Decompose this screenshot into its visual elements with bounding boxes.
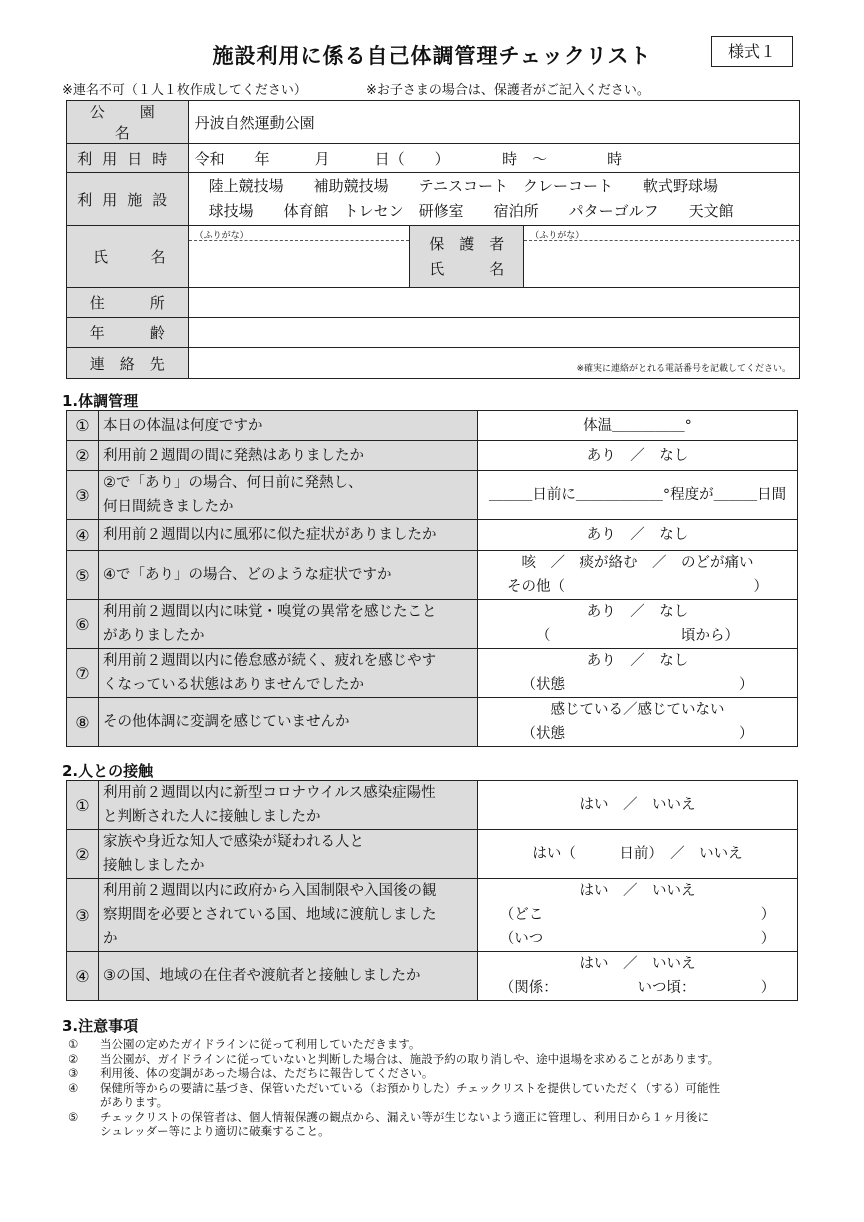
guardian-name-field[interactable]	[524, 226, 800, 288]
question-number: ③	[67, 879, 99, 952]
name-label-a: 氏	[93, 248, 109, 266]
note-text: 利用後、体の変調があった場合は、ただちに報告してください。	[100, 1066, 434, 1080]
question-text: ④で「あり」の場合、どのような症状ですか	[98, 551, 477, 600]
question-text: 利用前２週間以内に政府から入国制限や入国後の観 察期間を必要とされている国、地域に渡航しました か	[98, 879, 477, 952]
furigana-label: （ふりがな）	[194, 231, 249, 241]
guardian-label	[410, 226, 524, 288]
note-item	[68, 1052, 720, 1067]
health-row	[67, 649, 798, 698]
answer-options[interactable]: ＿＿＿日前に＿＿＿＿＿＿°程度が＿＿＿日間	[488, 487, 787, 503]
health-row	[67, 520, 798, 551]
answer-cell[interactable]	[478, 411, 798, 441]
contact-label: 連 絡 先	[67, 348, 189, 379]
answer-cell[interactable]	[478, 879, 798, 952]
answer-detail[interactable]: （状態 ）	[521, 726, 754, 742]
contact-row	[67, 781, 798, 830]
contact-field[interactable]	[188, 348, 799, 379]
contact-note: ※確実に連絡がとれる電話番号を記載してください。	[576, 364, 791, 374]
question-text: その他体調に変調を感じていませんか	[98, 698, 477, 747]
age-field[interactable]	[188, 318, 799, 348]
answer-cell[interactable]	[478, 441, 798, 471]
note-number: ④	[68, 1080, 79, 1095]
guardian-label-2: 氏 名	[429, 259, 505, 278]
answer-options[interactable]: あり ／ なし	[586, 527, 689, 543]
date-field[interactable]: 令和 年 月 日（ ） 時 ～ 時	[188, 144, 799, 173]
section1-heading: 1.体調管理	[62, 392, 139, 410]
guardian-furigana-label: （ふりがな）	[530, 231, 585, 241]
park-label: 公 園 名	[67, 101, 189, 144]
facility-line-1[interactable]: 陸上競技場 補助競技場 テニスコート クレーコート 軟式野球場	[208, 177, 718, 195]
health-table	[66, 410, 798, 747]
answer-cell[interactable]	[478, 551, 798, 600]
question-number: ①	[67, 781, 99, 830]
answer-options[interactable]: はい（ 日前） ／ いいえ	[532, 846, 743, 862]
answer-detail[interactable]: （ 頃から）	[536, 628, 740, 644]
answer-cell[interactable]	[478, 471, 798, 520]
answer-options[interactable]: あり ／ なし	[586, 604, 689, 620]
health-row	[67, 411, 798, 441]
guardian-label-1: 保 護 者	[429, 234, 505, 253]
answer-cell[interactable]	[478, 781, 798, 830]
form-number: 様式１	[711, 36, 793, 67]
note-item	[68, 1037, 720, 1052]
answer-options[interactable]: 咳 ／ 痰が絡む ／ のどが痛い	[521, 555, 754, 571]
note-number: ①	[68, 1037, 79, 1051]
question-text: ②で「あり」の場合、何日前に発熱し、 何日間続きましたか	[98, 471, 477, 520]
address-label: 住 所	[67, 288, 189, 318]
health-row	[67, 441, 798, 471]
question-text: 利用前２週間以内に新型コロナウイルス感染症陽性 と判断された人に接触しましたか	[98, 781, 477, 830]
question-text: 本日の体温は何度ですか	[98, 411, 477, 441]
answer-options[interactable]: あり ／ なし	[586, 447, 689, 464]
health-row	[67, 551, 798, 600]
contact-row	[67, 879, 798, 952]
facility-options[interactable]	[188, 173, 799, 226]
question-number: ⑧	[67, 698, 99, 747]
answer-options[interactable]: 体温＿＿＿＿＿°	[583, 417, 692, 434]
answer-detail[interactable]: （関係： いつ頃： ）	[499, 980, 776, 996]
health-row	[67, 600, 798, 649]
note-text: 保健所等からの要請に基づき、保管いただいている（お預かりした）チェックリストを提供していただく（する）可能性 があります。	[100, 1080, 720, 1109]
section3-heading: 3.注意事項	[62, 1017, 139, 1035]
answer-options[interactable]: 感じている／感じていない	[550, 702, 725, 718]
question-text: 利用前２週間の間に発熱はありましたか	[98, 441, 477, 471]
note-item	[68, 1081, 720, 1110]
note-item	[68, 1110, 720, 1139]
question-text: 利用前２週間以内に風邪に似た症状がありましたか	[98, 520, 477, 551]
contact-row	[67, 952, 798, 1001]
facility-label: 利用施設	[67, 173, 189, 226]
question-text: ③の国、地域の在住者や渡航者と接触しましたか	[98, 952, 477, 1001]
age-label: 年 齢	[67, 318, 189, 348]
answer-options[interactable]: はい ／ いいえ	[579, 956, 696, 972]
answer-options[interactable]: はい ／ いいえ	[579, 797, 696, 813]
name-label	[67, 226, 189, 288]
info-table	[66, 100, 800, 379]
park-name: 丹波自然運動公園	[188, 101, 799, 144]
question-number: ②	[67, 830, 99, 879]
note-number: ②	[68, 1051, 79, 1066]
answer-options[interactable]: はい ／ いいえ	[579, 883, 696, 899]
date-label: 利用日時	[67, 144, 189, 173]
name-field[interactable]	[188, 226, 410, 288]
note-text: 当公園の定めたガイドラインに従って利用していただきます。	[100, 1037, 421, 1051]
answer-cell[interactable]	[478, 520, 798, 551]
question-number: ⑤	[67, 551, 99, 600]
question-number: ①	[67, 411, 99, 441]
question-number: ⑥	[67, 600, 99, 649]
health-row	[67, 471, 798, 520]
answer-cell[interactable]	[478, 698, 798, 747]
question-number: ②	[67, 441, 99, 471]
note-guardian: ※お子さまの場合は、保護者がご記入ください。	[366, 83, 650, 98]
question-text: 利用前２週間以内に味覚・嗅覚の異常を感じたこと がありましたか	[98, 600, 477, 649]
question-text: 利用前２週間以内に倦怠感が続く、疲れを感じやす くなっている状態はありませんでしたか	[98, 649, 477, 698]
answer-options[interactable]: あり ／ なし	[586, 653, 689, 669]
question-number: ⑦	[67, 649, 99, 698]
note-text: 当公園が、ガイドラインに従っていないと判断した場合は、施設予約の取り消しや、途中退場を求めることがあります。	[100, 1051, 720, 1066]
answer-detail[interactable]: その他（ ）	[507, 579, 769, 595]
answer-detail[interactable]: （いつ ）	[499, 931, 776, 947]
answer-cell[interactable]	[478, 952, 798, 1001]
note-number: ⑤	[68, 1109, 79, 1124]
page-title: 施設利用に係る自己体調管理チェックリスト	[212, 44, 652, 68]
answer-cell[interactable]	[478, 830, 798, 879]
note-single-person: ※連名不可（１人１枚作成してください）	[62, 83, 307, 98]
note-number: ③	[68, 1066, 79, 1080]
note-text: チェックリストの保管者は、個人情報保護の観点から、漏えい等が生じないよう適正に管理し、利用日から１ヶ月後に シュレッダー等により適切に破棄すること。	[100, 1109, 709, 1138]
question-number: ④	[67, 520, 99, 551]
answer-detail[interactable]: （どこ ）	[499, 907, 776, 923]
answer-cell[interactable]	[478, 649, 798, 698]
note-item	[68, 1066, 720, 1081]
contact-history-table	[66, 780, 798, 1001]
question-number: ③	[67, 471, 99, 520]
question-number: ④	[67, 952, 99, 1001]
name-label-b: 名	[150, 248, 166, 266]
question-text: 家族や身近な知人で感染が疑われる人と 接触しましたか	[98, 830, 477, 879]
answer-detail[interactable]: （状態 ）	[521, 677, 754, 693]
answer-cell[interactable]	[478, 600, 798, 649]
contact-row	[67, 830, 798, 879]
health-row	[67, 698, 798, 747]
section2-heading: 2.人との接触	[62, 762, 154, 780]
facility-line-2[interactable]: 球技場 体育館 トレセン 研修室 宿泊所 パターゴルフ 天文館	[208, 202, 734, 220]
address-field[interactable]	[188, 288, 799, 318]
notes-list	[68, 1037, 720, 1139]
